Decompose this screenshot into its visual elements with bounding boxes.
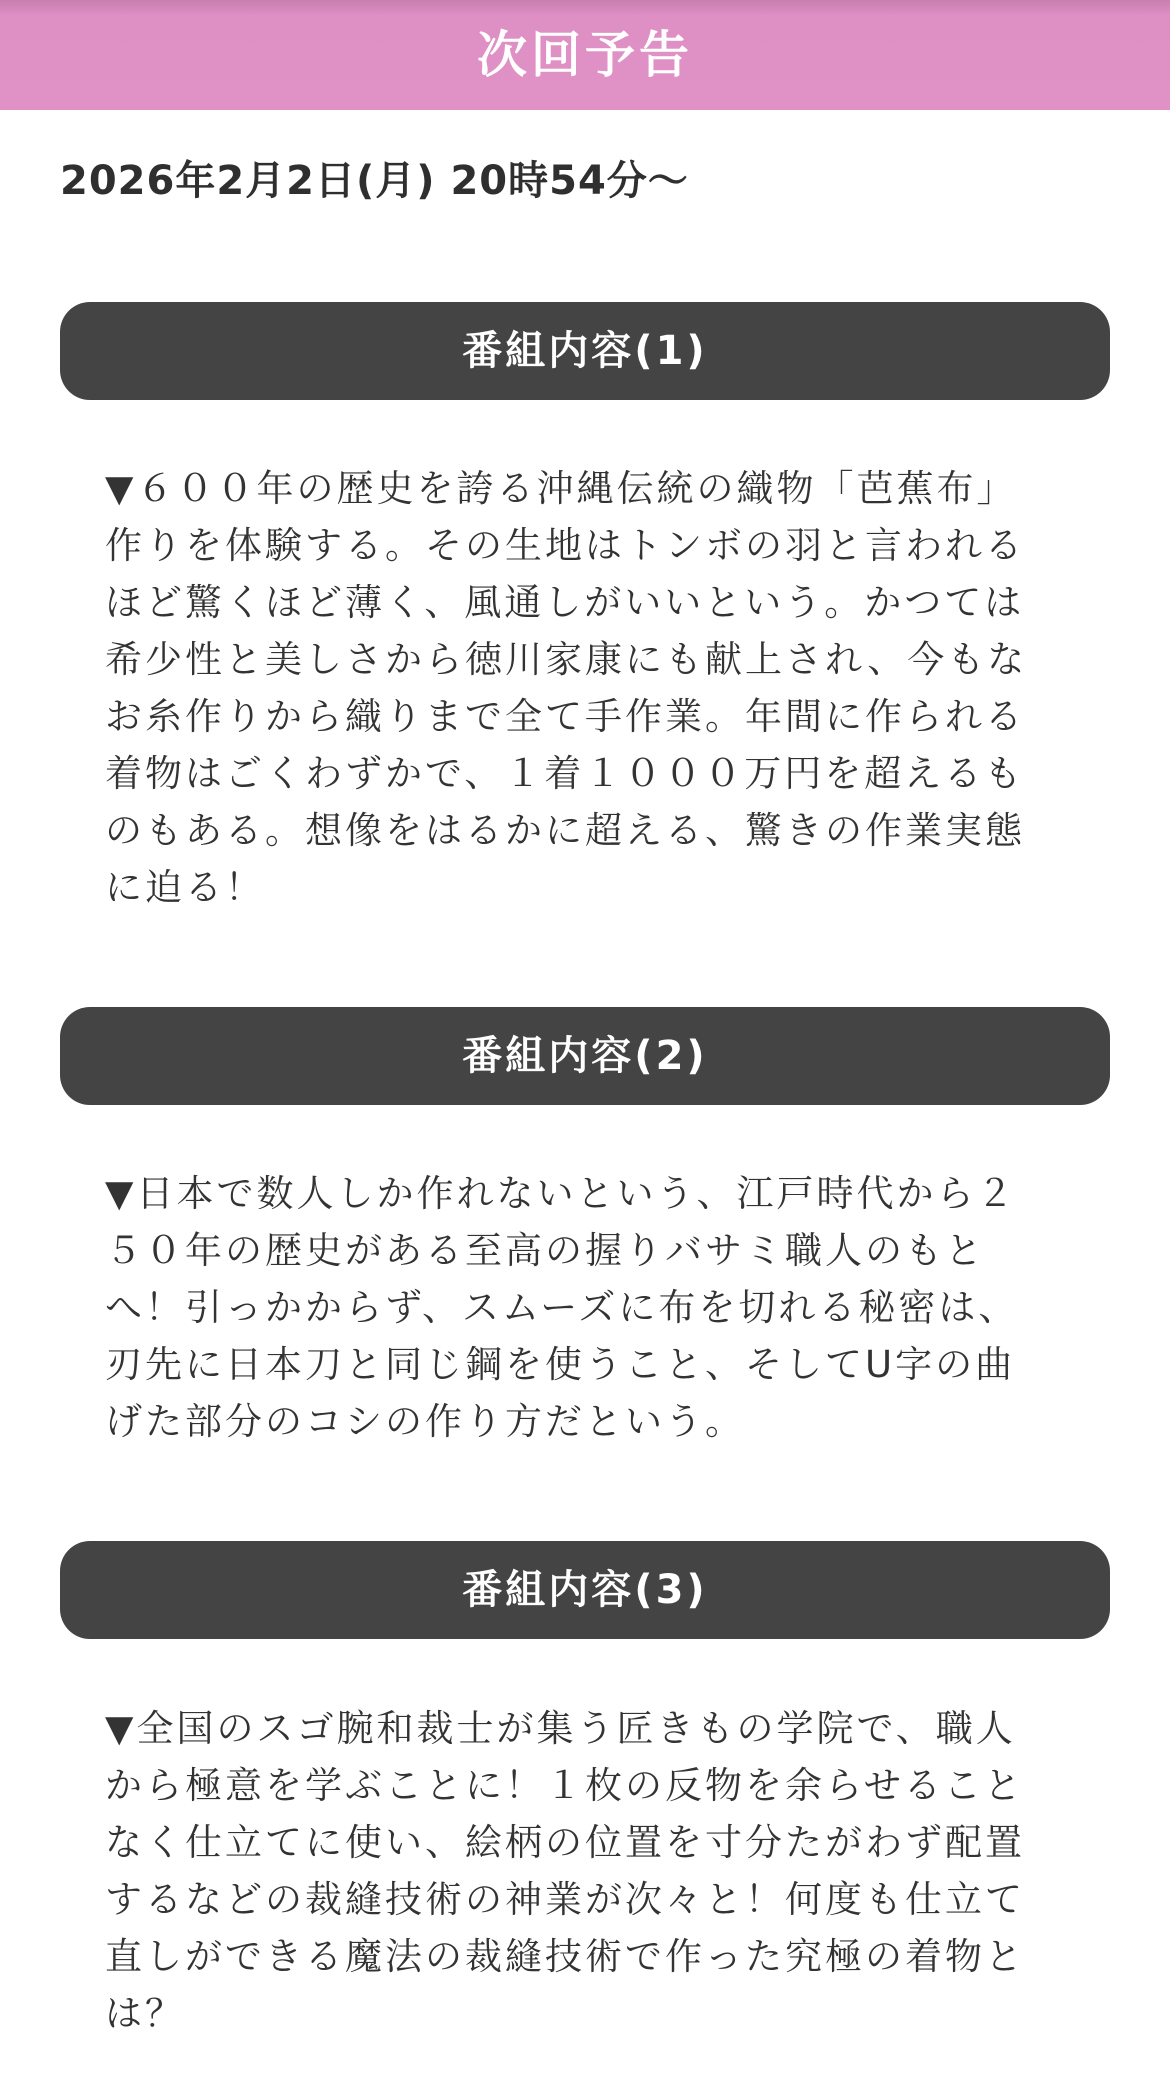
- section-body-2: ▼日本で数人しか作れないという、江戸時代から２５０年の歴史がある至高の握りバサミ職人のもとへ！引っかからず、スムーズに布を切れる秘密は、刃先に日本刀と同じ鋼を使うこと、そしてU字の曲げた部分のコシの作り方だという。: [105, 1172, 1019, 1443]
- section-heading-2: [60, 1007, 1110, 1105]
- section-heading-3: [60, 1541, 1110, 1639]
- section-heading-label: 番組内容(3): [462, 1567, 708, 1613]
- section-heading-label: 番組内容(1): [462, 328, 708, 374]
- section-heading-1: [60, 302, 1110, 400]
- section-body-3: ▼全国のスゴ腕和裁士が集う匠きもの学院で、職人から極意を学ぶことに！１枚の反物を余らせることなく仕立てに使い、絵柄の位置を寸分たがわず配置するなどの裁縫技術の神業が次々と！何度も仕立て直しができる魔法の裁縫技術で作った究極の着物とは？: [105, 1707, 1025, 2035]
- section-body-1: ▼６００年の歴史を誇る沖縄伝統の織物「芭蕉布」作りを体験する。その生地はトンボの羽と言われるほど驚くほど薄く、風通しがいいという。かつては希少性と美しさから徳川家康にも献上され、今もなお糸作りから織りまで全て手作業。年間に作られる着物はごくわずかで、１着１０００万円を超えるものもある。想像をはるかに超える、驚きの作業実態に迫る！: [105, 467, 1028, 909]
- broadcast-date: 2026年2月2日(月) 20時54分〜: [60, 158, 689, 204]
- page-title: 次回予告: [477, 26, 693, 84]
- header-bar: [0, 0, 1170, 110]
- section-heading-label: 番組内容(2): [462, 1033, 708, 1079]
